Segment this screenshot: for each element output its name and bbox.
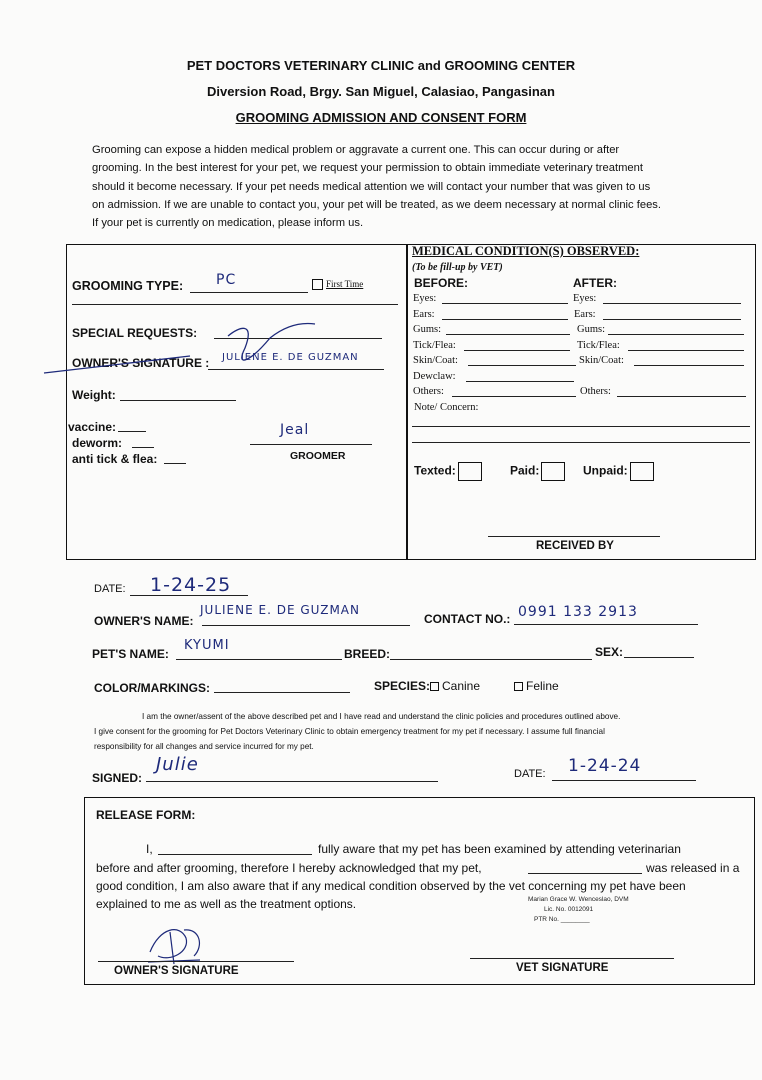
after-tick-label: Tick/Flea: <box>577 340 620 351</box>
before-tick-label: Tick/Flea: <box>413 340 456 351</box>
before-ears-line[interactable] <box>442 319 568 320</box>
signed-date-label: DATE: <box>514 768 546 780</box>
intro-line: should it become necessary. If your pet needs medical attention we will contact your number that was given to us <box>92 180 651 193</box>
signed-label: SIGNED: <box>92 771 143 785</box>
paid-checkbox[interactable] <box>541 462 565 481</box>
after-others-line[interactable] <box>617 396 746 397</box>
after-others-label: Others: <box>580 386 611 397</box>
pet-name-value: KYUMI <box>184 638 230 653</box>
signed-date-line[interactable] <box>552 780 696 781</box>
intro-line: grooming. In the best interest for your pet, we request your permission to obtain immediate veterinary treatment <box>92 162 643 175</box>
color-label: COLOR/MARKINGS: <box>94 681 210 695</box>
before-gums-line[interactable] <box>446 334 570 335</box>
release-title: RELEASE FORM: <box>96 808 196 822</box>
grooming-type-line[interactable] <box>190 292 308 293</box>
note-line[interactable] <box>412 442 750 443</box>
texted-label: Texted: <box>414 463 456 478</box>
before-tick-line[interactable] <box>464 350 570 351</box>
after-gums-line[interactable] <box>608 334 744 335</box>
groomer-label: GROOMER <box>290 450 346 462</box>
canine-label: Canine <box>442 679 481 693</box>
vet-stamp <box>528 895 629 925</box>
received-by-label: RECEIVED BY <box>536 540 614 552</box>
intro-line: on admission. If we are unable to contact you, your pet will be treated, as we deem necessary at normal clinic fees. <box>92 198 661 211</box>
vaccine-label: vaccine: <box>68 420 117 434</box>
first-time-option[interactable] <box>312 279 363 290</box>
feline-option[interactable] <box>514 679 559 693</box>
weight-label: Weight: <box>72 388 116 402</box>
owner-signature-label: OWNER'S SIGNATURE : <box>72 356 210 370</box>
signed-line[interactable] <box>146 781 438 782</box>
clinic-name: PET DOCTORS VETERINARY CLINIC and GROOMING CENTER <box>186 58 576 73</box>
grooming-type-extra-line <box>72 304 398 305</box>
grooming-type-label: GROOMING TYPE: <box>72 279 184 293</box>
form-title: GROOMING ADMISSION AND CONSENT FORM <box>235 110 527 125</box>
after-skin-line[interactable] <box>634 365 744 366</box>
before-skin-line[interactable] <box>468 365 576 366</box>
paid-option[interactable] <box>510 462 565 481</box>
unpaid-checkbox[interactable] <box>630 462 654 481</box>
box-divider <box>406 244 408 560</box>
medical-title: MEDICAL CONDITION(S) OBSERVED: <box>412 244 640 258</box>
before-eyes-label: Eyes: <box>413 293 437 304</box>
release-pet-line[interactable] <box>528 873 642 874</box>
sex-line[interactable] <box>624 657 694 658</box>
release-name-line[interactable] <box>158 854 312 855</box>
tick-flea-label: anti tick & flea: <box>72 452 158 466</box>
owner-release-signature-line[interactable] <box>98 961 294 962</box>
pet-name-line[interactable] <box>176 659 342 660</box>
texted-checkbox[interactable] <box>458 462 482 481</box>
before-gums-label: Gums: <box>413 324 442 335</box>
signed-date-value: 1-24-24 <box>568 756 642 776</box>
groomer-signature: Jeal <box>280 422 310 438</box>
owner-release-signature-label: OWNER'S SIGNATURE <box>114 965 239 977</box>
owner-name-line[interactable] <box>202 625 410 626</box>
clinic-address: Diversion Road, Brgy. San Miguel, Calasiao, Pangasinan <box>207 84 555 99</box>
release-line4: explained to me as well as the treatment options. <box>96 897 357 911</box>
sex-label: SEX: <box>595 645 624 659</box>
feline-label: Feline <box>526 679 559 693</box>
before-others-label: Others: <box>413 386 444 397</box>
note-label: Note/ Concern: <box>414 402 479 413</box>
received-by-line[interactable] <box>488 536 660 537</box>
after-gums-label: Gums: <box>577 324 606 335</box>
before-others-line[interactable] <box>452 396 576 397</box>
color-line[interactable] <box>214 692 350 693</box>
vet-signature-line[interactable] <box>470 958 674 959</box>
consent-line: responsibility for all changes and service incurred for my pet. <box>94 742 314 751</box>
texted-option[interactable] <box>414 462 482 481</box>
owner-signature-scribble <box>40 318 360 378</box>
vet-stamp-ptr: PTR No. ________ <box>534 916 590 923</box>
deworm-label: deworm: <box>72 436 123 450</box>
before-dewclaw-line[interactable] <box>466 381 574 382</box>
deworm-line[interactable] <box>132 447 154 448</box>
special-requests-label: SPECIAL REQUESTS: <box>72 326 198 340</box>
grooming-type-value: PC <box>216 272 237 288</box>
after-eyes-line[interactable] <box>603 303 741 304</box>
after-tick-line[interactable] <box>628 350 744 351</box>
consent-paragraph <box>94 709 714 754</box>
breed-label: BREED: <box>344 647 391 661</box>
after-ears-label: Ears: <box>574 309 596 320</box>
groomer-line[interactable] <box>250 444 372 445</box>
pet-name-label: PET'S NAME: <box>92 647 169 661</box>
paid-label: Paid: <box>510 463 540 478</box>
note-line[interactable] <box>412 426 750 427</box>
vet-stamp-name: Marian Grace W. Wenceslao, DVM <box>528 896 629 903</box>
owner-name-label: OWNER'S NAME: <box>94 614 194 628</box>
owner-signature-value: JULIENE E. DE GUZMAN <box>222 352 359 363</box>
release-line3: good condition, I am also aware that if any medical condition observed by the vet concerning my pet have been <box>96 879 686 893</box>
medical-subtitle: (To be fill-up by VET) <box>412 262 503 273</box>
date-value: 1-24-25 <box>150 574 232 596</box>
vet-signature-label: VET SIGNATURE <box>516 962 609 974</box>
before-ears-label: Ears: <box>413 309 435 320</box>
first-time-checkbox[interactable] <box>312 279 323 290</box>
owner-name-value: JULIENE E. DE GUZMAN <box>200 603 360 617</box>
after-skin-label: Skin/Coat: <box>579 355 624 366</box>
before-skin-label: Skin/Coat: <box>413 355 458 366</box>
after-ears-line[interactable] <box>603 319 741 320</box>
signed-signature: Julie <box>156 754 199 775</box>
release-line1: fully aware that my pet has been examined by attending veterinarian <box>318 842 681 856</box>
feline-checkbox[interactable] <box>514 682 523 691</box>
contact-line[interactable] <box>514 624 698 625</box>
after-eyes-label: Eyes: <box>573 293 597 304</box>
date-label: DATE: <box>94 583 126 595</box>
consent-line: I give consent for the grooming for Pet Doctors Veterinary Clinic to obtain emergency treatment for my pet if necessary. I assume full financial <box>94 727 605 736</box>
intro-paragraph <box>92 141 712 232</box>
tick-flea-line[interactable] <box>164 463 186 464</box>
species-label: SPECIES: <box>374 679 431 693</box>
canine-option[interactable] <box>430 679 480 693</box>
breed-line[interactable] <box>390 659 592 660</box>
unpaid-label: Unpaid: <box>583 463 628 478</box>
before-eyes-line[interactable] <box>442 303 568 304</box>
release-line2a: before and after grooming, therefore I hereby acknowledged that my pet, <box>96 861 482 875</box>
vet-stamp-license: Lic. No. 0012091 <box>544 906 594 913</box>
release-line2b: was released in a <box>646 861 740 875</box>
weight-line[interactable] <box>120 400 236 401</box>
after-label: AFTER: <box>573 276 617 290</box>
contact-label: CONTACT NO.: <box>424 612 511 626</box>
before-label: BEFORE: <box>414 276 468 290</box>
release-i-label: I, <box>146 842 153 856</box>
canine-checkbox[interactable] <box>430 682 439 691</box>
intro-line: Grooming can expose a hidden medical problem or aggravate a current one. This can occur during or after <box>92 144 620 156</box>
vaccine-line[interactable] <box>118 431 146 432</box>
before-dewclaw-label: Dewclaw: <box>413 371 456 382</box>
intro-line: If your pet is currently on medication, please inform us. <box>92 217 364 230</box>
unpaid-option[interactable] <box>583 462 654 481</box>
contact-value: 0991 133 2913 <box>518 604 638 620</box>
first-time-label: First Time <box>326 279 364 289</box>
consent-line: I am the owner/assent of the above described pet and I have read and understand the clinic policies and procedures outlined above. <box>142 712 621 721</box>
